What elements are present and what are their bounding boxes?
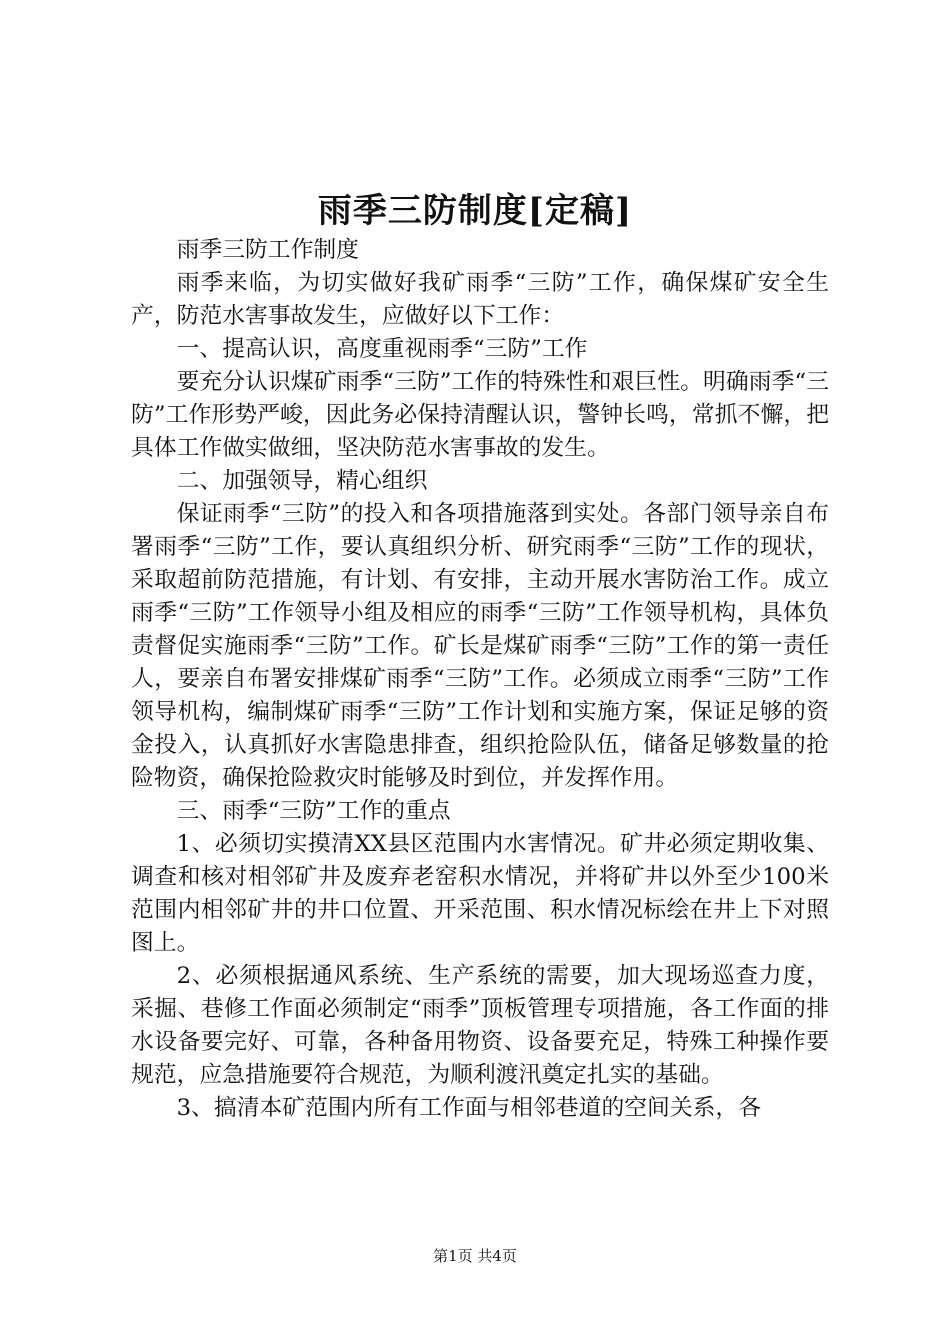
section-heading: 二、加强领导，精心组织	[176, 468, 428, 494]
paragraph: 雨季来临，为切实做好我矿雨季“三防”工作，确保煤矿安全生产，防范水害事故发生，应做好以下工作：	[131, 270, 829, 329]
paragraph: 2、必须根据通风系统、生产系统的需要，加大现场巡查力度，采掘、巷修工作面必须制定“雨季”顶板管理专项措施，各工作面的排水设备要完好、可靠，各种备用物资、设备要充足，特殊工种操作要规范，应急措施要符合规范，为顺利渡汛奠定扎实的基础。	[131, 963, 829, 1088]
paragraph: 保证雨季“三防”的投入和各项措施落到实处。各部门领导亲自布署雨季“三防”工作，要认真组织分析、研究雨季“三防”工作的现状，采取超前防范措施，有计划、有安排，主动开展水害防治工作。成立雨季“三防”工作领导小组及相应的雨季“三防”工作领导机构，具体负责督促实施雨季“三防”工作。矿长是煤矿雨季“三防”工作的第一责任人，要亲自布署安排煤矿雨季“三防”工作。必须成立雨季“三防”工作领导机构，编制煤矿雨季“三防”工作计划和实施方案，保证足够的资金投入，认真抓好水害隐患排查，组织抢险队伍，储备足够数量的抢险物资，确保抢险救灾时能够及时到位，并发挥作用。	[131, 501, 829, 791]
paragraph: 3、搞清本矿范围内所有工作面与相邻巷道的空间关系，各	[176, 1095, 762, 1121]
paragraph-heading: 雨季三防工作制度	[176, 237, 359, 263]
section-heading: 一、提高认识，高度重视雨季“三防”工作	[176, 336, 588, 362]
document-body	[131, 234, 829, 1125]
page-number-footer: 第1页 共4页	[433, 1247, 517, 1265]
paragraph: 要充分认识煤矿雨季“三防”工作的特殊性和艰巨性。明确雨季“三防”工作形势严峻，因此务必保持清醒认识，警钟长鸣，常抓不懈，把具体工作做实做细，坚决防范水害事故的发生。	[131, 369, 829, 461]
document-title: 雨季三防制度[定稿]	[317, 191, 633, 231]
paragraph: 1、必须切实摸清XX县区范围内水害情况。矿井必须定期收集、调查和核对相邻矿井及废弃老窑积水情况，并将矿井以外至少100米范围内相邻矿井的井口位置、开采范围、积水情况标绘在井上下对照图上。	[131, 831, 829, 956]
section-heading: 三、雨季“三防”工作的重点	[176, 798, 451, 824]
